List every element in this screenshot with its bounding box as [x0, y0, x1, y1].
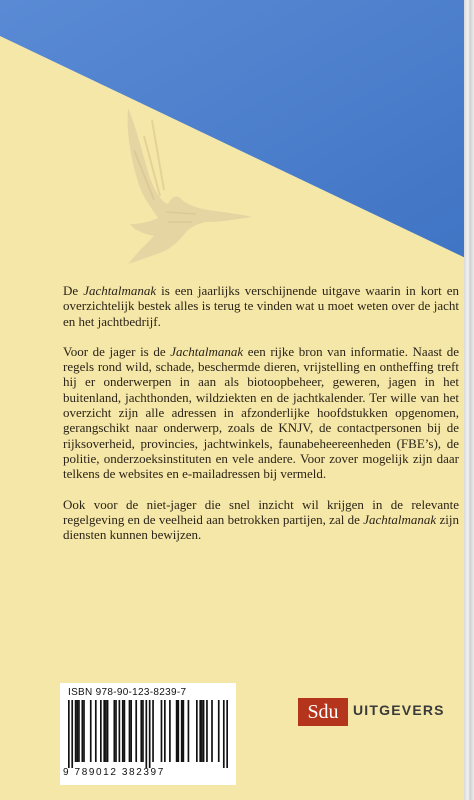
barcode-bar	[152, 700, 154, 762]
barcode-bar	[119, 700, 121, 762]
barcode-bar	[90, 700, 92, 762]
barcode-bar	[107, 700, 109, 762]
barcode-bar	[211, 700, 213, 762]
barcode-bar	[105, 700, 107, 762]
barcode-bar	[206, 700, 208, 762]
barcode-bar	[176, 700, 178, 762]
barcode-box	[60, 683, 236, 785]
barcode-bar	[149, 700, 151, 768]
barcode-bar	[183, 700, 185, 762]
sdu-logo-mark: Sdu	[298, 698, 348, 726]
paragraph-text: is een jaarlijks verschijnende uitgave waarin in kort en overzichtelijk bestek alles is terug te vinden wat u moet weten over de jacht en het jachtbedrijf.	[63, 283, 459, 329]
barcode-bars	[68, 700, 228, 768]
barcode-bar	[203, 700, 205, 762]
page-edge	[464, 0, 474, 800]
paragraph-text: De	[63, 283, 84, 298]
barcode-bar	[124, 700, 126, 762]
barcode-bar	[122, 700, 124, 762]
barcode-bar	[161, 700, 163, 762]
barcode-bar	[103, 700, 105, 762]
barcode-bar	[201, 700, 203, 762]
barcode-bar	[71, 700, 73, 768]
barcode-bar	[218, 700, 220, 762]
isbn-label: ISBN 978-90-123-8239-7	[68, 687, 187, 698]
publisher-logo	[288, 689, 464, 735]
barcode-bar	[95, 700, 97, 762]
book-title-text: Jachtalmanak	[170, 343, 244, 359]
barcode-bar	[196, 700, 198, 762]
barcode-bar	[129, 700, 131, 762]
barcode-bar	[181, 700, 183, 762]
barcode-bar	[115, 700, 117, 762]
paragraph-text: een rijke bron van informatie. Naast de regels rond wild, schade, beschermde dieren, vrijstelling en ontheffing treft hij er onderwerpen in aan als biotoopbeheer, geweren, jagen in het buitenland, jachthonden, wildziekten en de jachtkalender. Ter wille van het overzicht zijn alle adressen in afzonderlijke hoofdstukken opgenomen, gerangschikt naar onderwerp, zoals de KNJV, de contactpersonen bij de rijksoverheid, provincies, jachtwinkels, faunabeheereenheden (FBE’s), de politie, onderzoeksinstituten en vele andere. Voor zover mogelijk zijn daar telkens de websites en e-mailadressen bij vermeld.	[63, 343, 459, 482]
publisher-name: UITGEVERS	[353, 702, 445, 718]
body-paragraph	[63, 344, 459, 482]
book-title-text: Jachtalmanak	[83, 283, 157, 298]
barcode-bar	[169, 700, 171, 762]
barcode-bar	[78, 700, 80, 762]
back-cover-text	[63, 283, 459, 557]
ean-digits: 9 789012 382397	[63, 767, 165, 778]
barcode-bar	[76, 700, 78, 762]
barcode-bar	[113, 700, 115, 762]
barcode-bar	[140, 700, 142, 762]
body-paragraph	[63, 497, 459, 543]
barcode-bar	[199, 700, 201, 762]
barcode-bar	[226, 700, 228, 768]
barcode-bar	[75, 700, 77, 762]
paragraph-text: Ook voor de niet-jager die snel inzicht wil krijgen in de relevante regelgeving en de veelheid aan betrokken partijen, zal de	[63, 496, 459, 527]
barcode-bar	[142, 700, 144, 762]
barcode-bar	[164, 700, 166, 762]
book-title-text: Jachtalmanak	[363, 511, 437, 527]
paragraph-text: zijn diensten kunnen bewijzen.	[63, 511, 459, 543]
barcode-bar	[177, 700, 179, 762]
barcode-bar	[81, 700, 83, 762]
paragraph-text: Voor de jager is de	[63, 343, 171, 359]
barcode-bar	[188, 700, 190, 762]
barcode-bar	[130, 700, 132, 762]
barcode-bar	[145, 700, 147, 768]
barcode-bar	[83, 700, 85, 762]
barcode-bar	[223, 700, 225, 768]
barcode-bar	[100, 700, 102, 762]
barcode-bar	[68, 700, 70, 768]
body-paragraph	[63, 283, 459, 329]
barcode-bar	[135, 700, 137, 762]
